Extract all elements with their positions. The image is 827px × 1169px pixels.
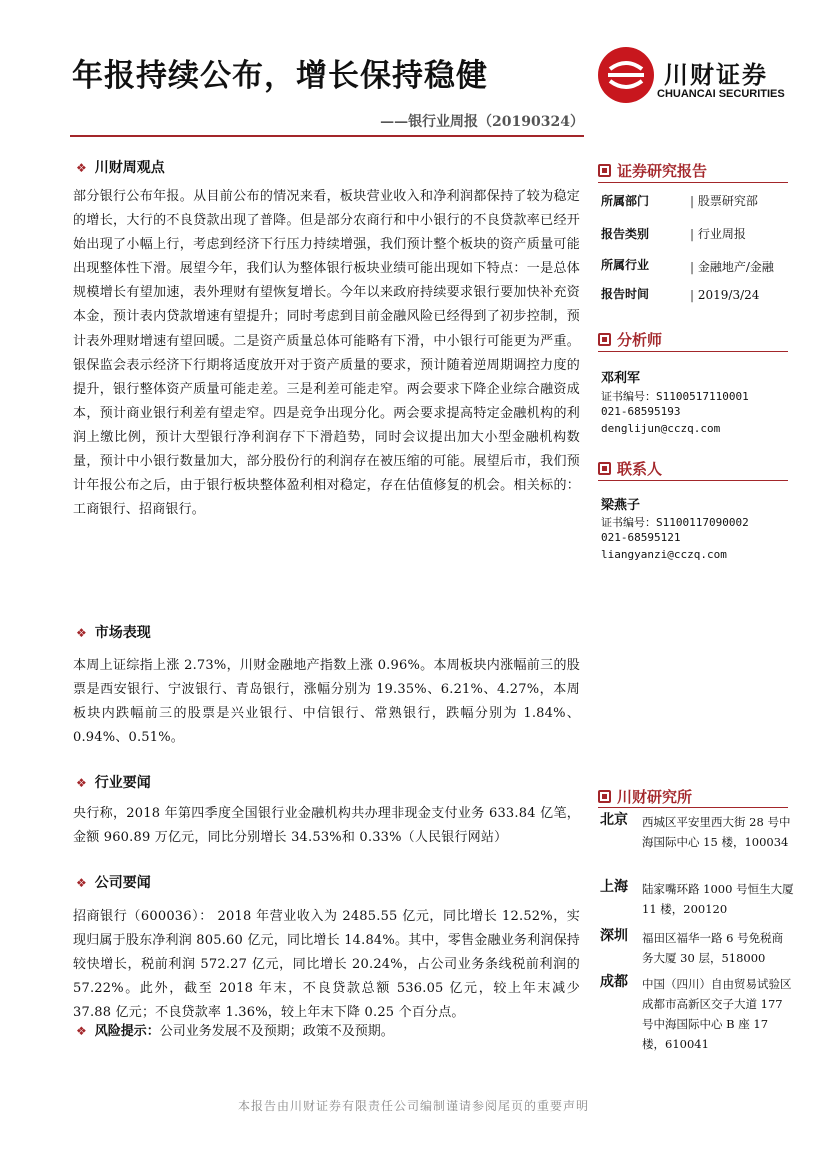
info-label-date: 报告时间 <box>601 287 650 301</box>
diamond-bullet-icon: ❖ <box>76 626 87 640</box>
section-square-icon <box>598 333 611 346</box>
diamond-bullet-icon: ❖ <box>76 161 87 175</box>
footer-disclaimer: 本报告由川财证券有限责任公司编制谨请参阅尾页的重要声明 <box>237 1099 589 1113</box>
risk-warning <box>76 1020 394 1039</box>
sidebar-institute-heading: 川财研究所 <box>598 786 692 807</box>
risk-label: 风险提示： <box>94 1024 160 1039</box>
contact-email[interactable]: liangyanzi@cczq.com <box>601 548 727 561</box>
company-logo-icon <box>598 47 654 103</box>
office-address-shanghai: 陆家嘴环路 1000 号恒生大厦 11 楼，200120 <box>642 882 794 916</box>
risk-text: 公司业务发展不及预期；政策不及预期。 <box>159 1024 394 1039</box>
office-city-shanghai: 上海 <box>600 879 628 895</box>
contact-phone: 021-68595121 <box>601 531 681 544</box>
sidebar-contact-heading: 联系人 <box>598 458 662 479</box>
info-label-department: 所属部门 <box>601 194 650 208</box>
company-logo-english: CHUANCAI SECURITIES <box>657 88 785 100</box>
company-logo-name: 川财证券 <box>664 61 768 89</box>
section-view-text: 部分银行公布年报。从目前公布的情况来看，板块营业收入和净利润都保持了较为稳定的增长，大行的不良贷款出现了普降。但是部分农商行和中小银行的不良贷款率已经开始出现了小幅上行，考虑到经济下行压力持续增强，我们预计整个板块的资产质量可能出现整体性下滑。展望今年，我们认为整体银行板块业绩可能出现如下特点：一是总体规模增长有望加速，表外理财有望恢复增长。今年以来政府持续要求银行要加快补充资本金，预计表内贷款增速有望提升；同时考虑到目前金融风险已经得到了初步控制，预计表外理财增速有望回暖。二是资产质量总体可能略有下滑，中小银行可能更为严重。银保监会表示经济下行期将适度放开对于资产质量的要求，预计随着逆周期调控力度的提升，银行整体资产质量可能走差。三是利差可能走窄。两会要求下降企业综合融资成本，预计商业银行利差有望走窄。四是竞争出现分化。两会要求提高特定金融机构的利润上缴比例，预计大型银行净利润存下下滑趋势，同时会议提出加大小型金融机构数量，预计中小银行数量加大，部分股份行的利润存在被压缩的可能。展望后市，我们预计年报公布之后，由于银行板块整体盈利相对稳定，存在估值修复的机会。相关标的：工商银行、招商银行。 <box>73 189 580 518</box>
office-city-shenzhen: 深圳 <box>600 928 628 944</box>
sidebar-divider <box>598 807 788 808</box>
analyst-name: 邓利军 <box>601 371 641 386</box>
office-city-chengdu: 成都 <box>600 974 628 990</box>
info-label-category: 报告类别 <box>601 227 650 241</box>
section-company-heading: ❖ 公司要闻 <box>76 875 151 891</box>
diamond-bullet-icon: ❖ <box>76 776 87 790</box>
sidebar-divider <box>598 351 788 352</box>
section-market-text: 本周上证综指上涨 2.73%，川财金融地产指数上涨 0.96%。本周板块内涨幅前三的股票是西安银行、宁波银行、青岛银行，涨幅分别为 19.35%、6.21%、4.27%，本周板块内跌幅前三的股票是兴业银行、中信银行、常熟银行，跌幅分别为 1.84%、0.94%、0.51%。 <box>73 658 580 746</box>
office-address-beijing: 西城区平安里西大街 28 号中海国际中心 15 楼，100034 <box>642 815 791 849</box>
contact-cert: 证书编号：S1100117090002 <box>601 516 749 529</box>
info-value-category: | 行业周报 <box>690 225 746 242</box>
office-address-chengdu: 中国（四川）自由贸易试验区成都市高新区交子大道 177 号中海国际中心 B 座 17 楼，610041 <box>642 977 792 1051</box>
section-industry-heading: ❖ 行业要闻 <box>76 775 151 791</box>
diamond-bullet-icon: ❖ <box>76 876 87 890</box>
office-city-beijing: 北京 <box>600 812 628 828</box>
analyst-phone: 021-68595193 <box>601 405 681 418</box>
header-divider <box>70 135 584 137</box>
info-value-department: | 股票研究部 <box>690 192 758 209</box>
report-subtitle: ——银行业周报（20190324） <box>380 114 584 130</box>
sidebar-report-heading: 证券研究报告 <box>598 160 707 181</box>
office-address-shenzhen: 福田区福华一路 6 号免税商务大厦 30 层，518000 <box>642 931 784 965</box>
section-industry-text: 央行称，2018 年第四季度全国银行业金融机构共办理非现金支付业务 633.84 亿笔，金额 960.89 万亿元，同比分别增长 34.53%和 0.33%（人民银行网站） <box>73 806 580 846</box>
sidebar-divider <box>598 480 788 481</box>
analyst-email[interactable]: denglijun@cczq.com <box>601 422 721 435</box>
info-label-industry: 所属行业 <box>601 258 650 272</box>
report-title: 年报持续公布，增长保持稳健 <box>72 58 488 94</box>
diamond-bullet-icon: ❖ <box>76 1024 87 1038</box>
info-value-industry: | 金融地产/金融 <box>690 258 774 275</box>
info-value-date: | 2019/3/24 <box>690 288 759 302</box>
section-square-icon <box>598 462 611 475</box>
section-square-icon <box>598 790 611 803</box>
sidebar-divider <box>598 182 788 183</box>
contact-name: 梁燕子 <box>601 498 641 513</box>
analyst-cert: 证书编号：S1100517110001 <box>601 390 749 403</box>
section-view-heading: ❖ 川财周观点 <box>76 160 165 176</box>
section-square-icon <box>598 164 611 177</box>
section-market-heading: ❖ 市场表现 <box>76 625 151 641</box>
sidebar-analyst-heading: 分析师 <box>598 329 662 350</box>
section-company-text: 招商银行（600036）： 2018 年营业收入为 2485.55 亿元，同比增长 12.52%，实现归属于股东净利润 805.60 亿元，同比增长 14.84%。其中，零售金融业务利润保持较快增长，税前利润 572.27 亿元，同比增长 20.24%，占公司业务条线税前利润的 57.22%。此外，截至 2018 年末，不良贷款总额 536.05 亿元，较上年末减少 37.88 亿元；不良贷款率 1.36%，较上年末下降 0.25 个百分点。 <box>73 909 580 1021</box>
